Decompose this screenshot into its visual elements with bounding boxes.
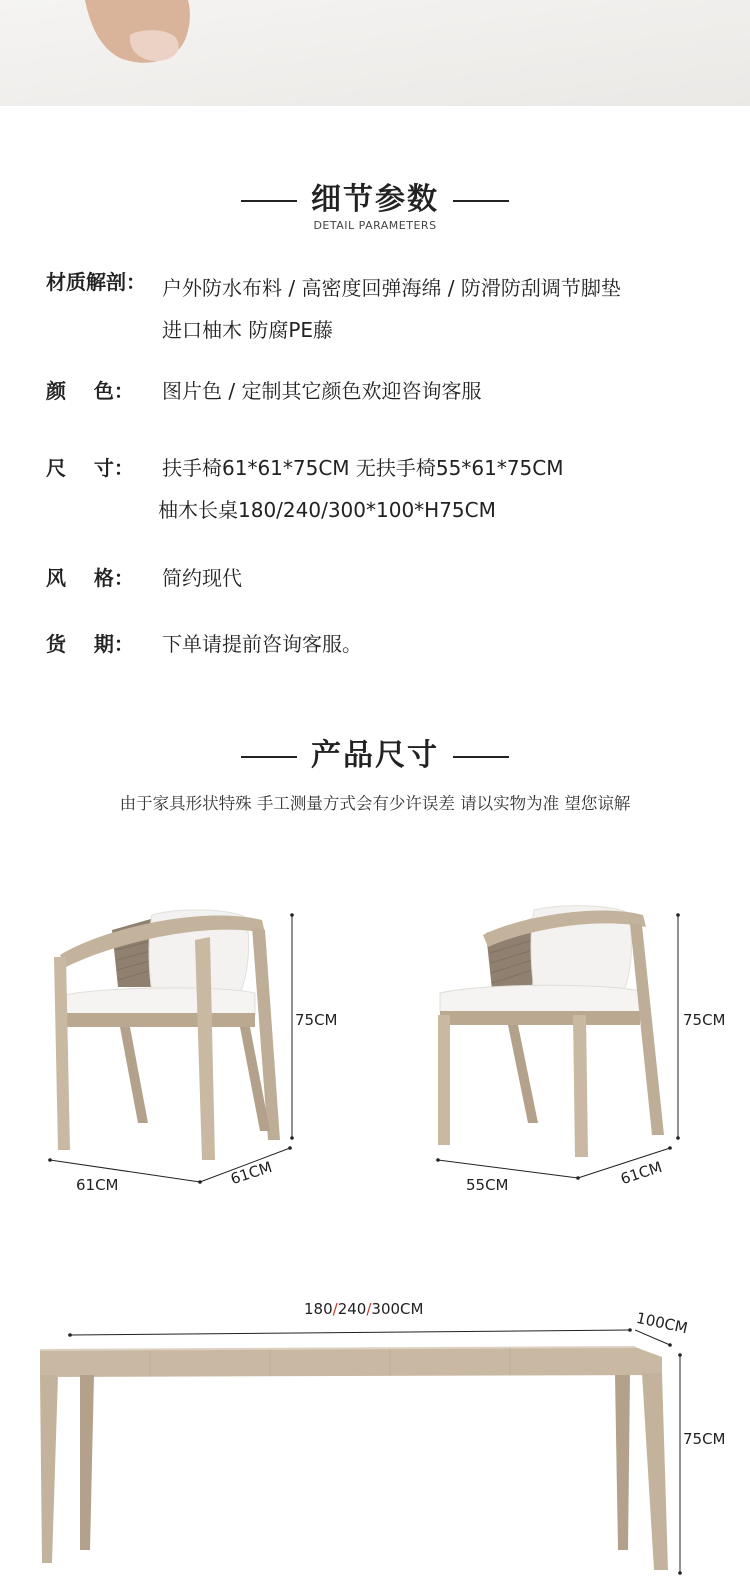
size-section-title (0, 730, 750, 774)
table-length-300: 300CM (371, 1300, 424, 1318)
param-value-style: 简约现代 (162, 566, 242, 590)
detail-section-title (0, 174, 750, 218)
param-label-size: 尺 寸： (46, 456, 134, 480)
size-title-text: 产品尺寸 (311, 738, 439, 773)
title-rule-left (241, 200, 297, 202)
table-length-240: 240 (337, 1300, 367, 1318)
table-length-180: 180 (304, 1300, 333, 1318)
side-chair-height-label: 75CM (683, 1011, 726, 1029)
table-length-separator: / (332, 1300, 338, 1318)
product-photo-crop (0, 0, 750, 106)
param-value-delivery: 下单请提前咨询客服。 (162, 632, 362, 656)
title-rule-right (453, 756, 509, 758)
param-value-size-1: 扶手椅61*61*75CM 无扶手椅55*61*75CM (162, 456, 564, 480)
armchair-width-label: 61CM (76, 1176, 119, 1194)
measurement-note: 由于家具形状特殊 手工测量方式会有少许误差 请以实物为准 望您谅解 (119, 794, 631, 813)
param-label-material: 材质解剖： (46, 270, 146, 294)
param-value-material-1: 户外防水布料 / 高密度回弹海绵 / 防滑防刮调节脚垫 (162, 276, 621, 300)
armchair-dimension-lines (40, 910, 310, 1190)
table-length-separator: / (366, 1300, 372, 1318)
table-height-label: 75CM (683, 1430, 726, 1448)
param-label-delivery: 货 期： (46, 632, 134, 656)
side-chair-width-label: 55CM (466, 1176, 509, 1194)
param-label-color: 颜 色： (46, 379, 134, 403)
param-label-style: 风 格： (46, 566, 134, 590)
table-length-label (304, 1300, 423, 1318)
title-rule-left (241, 756, 297, 758)
param-value-size-2: 柚木长桌180/240/300*100*H75CM (158, 498, 496, 522)
side-chair-dimension-lines (428, 910, 698, 1190)
table-depth-label: 100CM (634, 1308, 690, 1338)
side-chair-depth-label: 61CM (618, 1157, 665, 1189)
detail-subtitle: DETAIL PARAMETERS (313, 219, 437, 232)
armchair-depth-label: 61CM (228, 1157, 275, 1189)
title-rule-right (453, 200, 509, 202)
param-value-material-2: 进口柚木 防腐PE藤 (162, 318, 334, 342)
detail-title-text: 细节参数 (311, 182, 439, 217)
table-image (30, 1325, 700, 1575)
param-value-color: 图片色 / 定制其它颜色欢迎咨询客服 (162, 379, 482, 403)
armchair-height-label: 75CM (295, 1011, 338, 1029)
